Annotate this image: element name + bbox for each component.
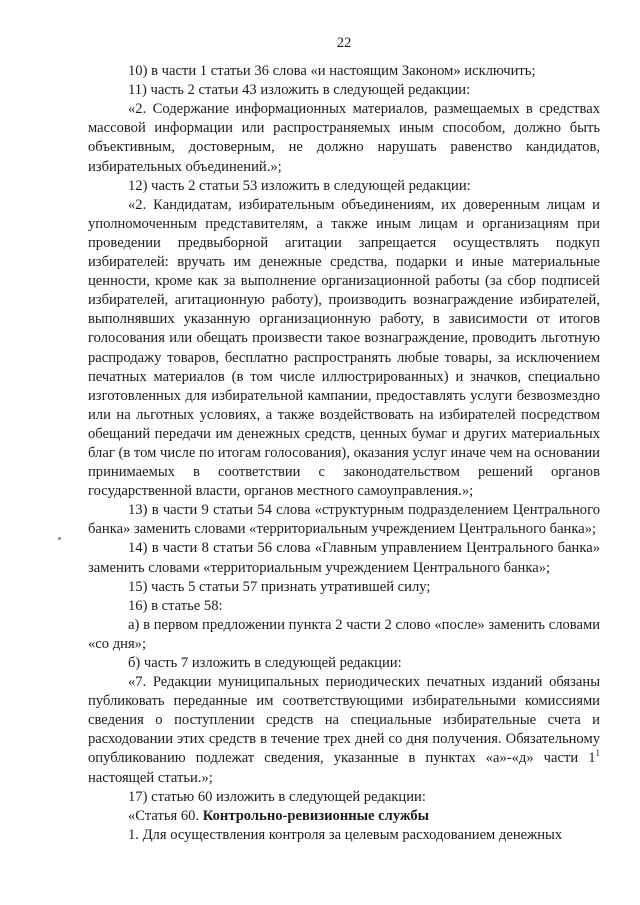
item-16-quote (88, 673, 600, 788)
article-60-title: Контрольно-ревизионные службы (202, 807, 430, 824)
item-11-quote: «2. Содержание информационных материалов, размещаемых в средствах массовой информации или распространяемых иным способом, должно быть объективным, достоверным, не должно нарушать равенство кандидатов, избирательных объединений.»; (88, 101, 600, 175)
item-11: 11) часть 2 статьи 43 изложить в следующей редакции: (128, 82, 471, 99)
article-60-prefix: «Статья 60. (128, 807, 203, 824)
item-10: 10) в части 1 статьи 36 слова «и настоящим Законом» исключить; (128, 63, 536, 80)
article-60-para-1: 1. Для осуществления контроля за целевым расходованием денежных (128, 826, 563, 843)
scan-dot-mark (58, 537, 61, 540)
item-12-quote: «2. Кандидатам, избирательным объединениям, их доверенным лицам и уполномоченным представителям, а также иным лицам и организациям при проведении предвыборной агитации запрещается осуществлять подкуп избирателей: вручать им денежные средства, подарки и иные материальные ценности, кроме как за выполнение организационной работы (за сбор подписей избирателей, агитационную работу), производить вознаграждение избирателей, выполнявших указанную организационную работу, в зависимости от итогов голосования или обещать произвести такое вознаграждение, проводить льготную распродажу товаров, бесплатно распространять любые товары, за исключением печатных материалов (в том числе иллюстрированных) и значков, специально изготовленных для избирательной кампании, предоставлять услуги безвозмездно или на льготных условиях, а также воздействовать на избирателей посредством обещаний передачи им денежных средств, ценных бумаг и других материальных благ (в том числе по итогам голосования), оказания услуг иначе чем на основании принимаемых в соответствии с законодательством решений органов государственной власти, органов местного самоуправления.»; (88, 196, 600, 500)
item-13: 13) в части 9 статьи 54 слова «структурным подразделением Центрального банка» заменить словами «территориальным учреждением Центрального банка»; (88, 502, 600, 538)
item-16-a: а) в первом предложении пункта 2 части 2 слово «после» заменить словами «со дня»; (88, 616, 600, 652)
item-14: 14) в части 8 статьи 56 слова «Главным управлением Центрального банка» заменить словами «территориальным учреждением Центрального банка»; (88, 540, 600, 576)
item-12: 12) часть 2 статьи 53 изложить в следующей редакции: (128, 177, 471, 194)
page-number: 22 (336, 35, 352, 51)
item-16-quote-text: «7. Редакции муниципальных периодических печатных изданий обязаны публиковать переданные им соответствующими избирательными комиссиями сведения о поступлении средств на специальные избирательные счета и расходовании этих средств в течение трех дней со дня получения. Обязательному опубликованию подлежат сведения, указанные в пунктах «а»-«д» части 1 (88, 674, 600, 767)
item-17: 17) статью 60 изложить в следующей редакции: (128, 788, 426, 805)
item-16-quote-sup: 1 (595, 748, 600, 759)
item-16-quote-tail: настоящей статьи.»; (88, 769, 213, 786)
article-60-heading (88, 807, 600, 826)
item-16: 16) в статье 58: (128, 597, 223, 614)
item-16-b: б) часть 7 изложить в следующей редакции: (128, 655, 402, 671)
item-15: 15) часть 5 статьи 57 признать утратившей силу; (128, 578, 431, 595)
